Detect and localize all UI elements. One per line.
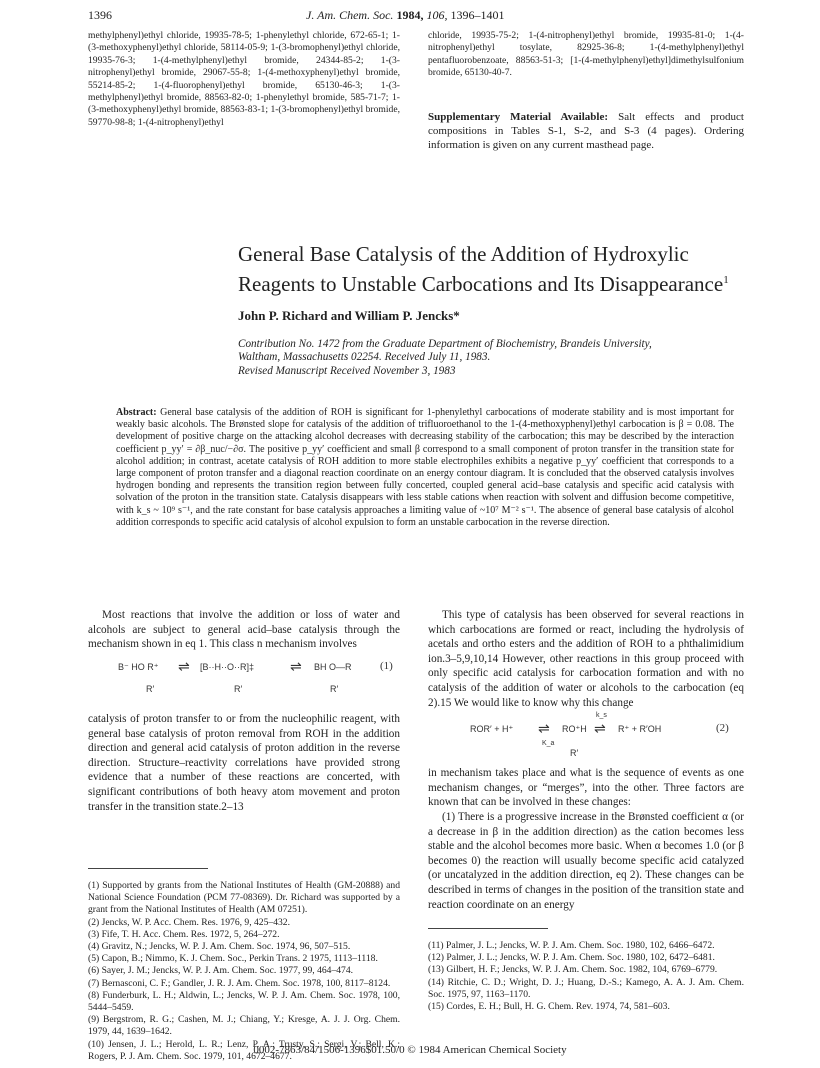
eq1-ts-sub: R′ bbox=[234, 684, 243, 694]
eq1-left: B⁻ HO R⁺ bbox=[118, 662, 159, 672]
eq2-mid-sub: R′ bbox=[570, 748, 579, 758]
eq2-right: R⁺ + R′OH bbox=[618, 724, 662, 734]
left-paragraph-1: Most reactions that involve the addition or loss of water and alcohols are subject to general acid–base catalysis through the mechanism shown in eq 1. This class n mechanism involves bbox=[88, 609, 400, 651]
title-line-1: General Base Catalysis of the Addition of Hydroxylic bbox=[238, 242, 689, 266]
journal-year: 1984, bbox=[396, 8, 424, 22]
eq2-k-top: k_s bbox=[596, 712, 607, 719]
footnote-6: (6) Sayer, J. M.; Jencks, W. P. J. Am. Chem. Soc. 1977, 99, 464–474. bbox=[88, 965, 354, 977]
left-paragraph-2: catalysis of proton transfer to or from the nucleophilic reagent, with general base catalysis of proton removal from ROH in the addition direction and general acid catalysis of proton addition in the reverse direction. Structure–reactivity correlations have provided strong evidence that a number of these reactions are concerted, with significant contributions of both heavy atom movement and proton transfer in the transition state.2–13 bbox=[88, 713, 400, 813]
eq2-arrow-1: ⇌ bbox=[538, 720, 550, 736]
affiliation-line-3: Revised Manuscript Received November 3, 1983 bbox=[238, 364, 456, 377]
title-footnote-marker: 1 bbox=[723, 274, 729, 286]
abstract-text: General base catalysis of the addition of ROH is significant for 1-phenylethyl carbocations of moderate stability and is most important for weakly basic alcohols. The Brønsted slope for catalysis of the addition of trifluoroethanol to the 1-(4-methoxyphenyl)ethyl carbocation is β = 0.08. The development of positive charge on the attacking alcohol decreases with decreasing stability of the carbocation; this may be described by the interaction coefficient p_yy′ = ∂β_nuc/−∂σ. The positive p_yy′ coefficient and small β correspond to a small component of proton transfer in the transition state for alcohol addition; in contrast, acetate catalysis of ROH addition to more stable electrophiles exhibits a negative p_yy′ coefficient that corresponds to a large component of proton transfer and a diagonal reaction coordinate on an energy contour diagram. It is concluded that the observed catalysis involves hydrogen bonding and represents the transition region between fully concerted, coupled general acid–base catalysis and specific acid catalysis with solvation of the proton in the transition state. Catalysis disappears with less stable cations when reaction with solvent and diffusion become competitive, with k_s ~ 10⁹ s⁻¹, and the rate constant for base catalysis approaches a limiting value of ~10⁷ M⁻² s⁻¹. The absence of general base catalysis of alcohol addition corresponds to specific acid catalysis of alcohol expulsion to form an unstable carbocation in the reverse direction. bbox=[116, 407, 734, 528]
equation-2 bbox=[470, 712, 744, 764]
abstract bbox=[116, 407, 734, 529]
footnote-9: (9) Bergstrom, R. G.; Cashen, M. J.; Chiang, Y.; Kresge, A. J. J. Org. Chem. 1979, 44, 1639–1642. bbox=[88, 1014, 400, 1038]
footnote-rule-right bbox=[428, 928, 548, 929]
equation-1 bbox=[118, 656, 400, 704]
authors: John P. Richard and William P. Jencks* bbox=[238, 308, 460, 323]
abstract-label: Abstract: bbox=[116, 407, 157, 418]
article-title bbox=[238, 241, 729, 297]
affiliation-line-2: Waltham, Massachusetts 02254. Received July 11, 1983. bbox=[238, 351, 491, 364]
registry-numbers-right: chloride, 19935-75-2; 1-(4-nitrophenyl)ethyl bromide, 19935-81-0; 1-(4-nitrophenyl)ethyl tosylate, 82925-36-8; 1-(4-methylphenyl)ethyl pentafluorobenzoate, 88563-51-3; [1-(4-methylphenyl)ethyl]dimethylsulfonium bromide, 65130-40-7. bbox=[428, 30, 744, 79]
journal-name: J. Am. Chem. Soc. bbox=[306, 8, 394, 22]
eq2-left: ROR′ + H⁺ bbox=[470, 724, 514, 734]
journal-volume: 106, bbox=[426, 8, 448, 22]
running-header bbox=[306, 8, 504, 23]
affiliation-line-1: Contribution No. 1472 from the Graduate Department of Biochemistry, Brandeis University, bbox=[238, 338, 652, 350]
eq2-k-bottom: K_a bbox=[542, 740, 555, 747]
eq2-arrow-2: ⇌ bbox=[594, 720, 606, 736]
right-paragraph-2: in mechanism takes place and what is the sequence of events as one mechanism changes, or “merges”, into the other. Three factors are known that can be involved in these changes: bbox=[428, 767, 744, 809]
footnote-3: (3) Fife, T. H. Acc. Chem. Res. 1972, 5, 264–272. bbox=[88, 928, 280, 940]
eq1-arrow-2: ⇌ bbox=[290, 658, 302, 674]
journal-pages: 1396–1401 bbox=[450, 8, 505, 22]
title-line-2-wrap bbox=[238, 267, 729, 297]
footnote-14: (14) Ritchie, C. D.; Wright, D. J.; Huang, D.-S.; Kamego, A. A. J. Am. Chem. Soc. 1975, 97, 1163–1170. bbox=[428, 976, 744, 1000]
right-paragraph-1: This type of catalysis has been observed for several reactions in which carbocations are formed or react, including the hydrolysis of acetals and ortho esters and the addition of ROH to a phthalimidium ion.3–5,9,10,14 However, other reactions in this group proceed with only specific acid catalysis for carbocation formation and with no catalysis of the addition of water or alcohols to the carbocation (eq 2).15 We would like to know why this change bbox=[428, 609, 744, 709]
footnote-13: (13) Gilbert, H. F.; Jencks, W. P. J. Am. Chem. Soc. 1982, 104, 6769–6779. bbox=[428, 964, 718, 976]
registry-numbers-left: methylphenyl)ethyl chloride, 19935-78-5; 1-phenylethyl chloride, 672-65-1; 1-(3-methoxyphenyl)ethyl chloride, 58114-05-9; 1-(3-bromophenyl)ethyl chloride, 19935-76-3; 1-(4-methylphenyl)ethyl bromide, 24344-85-2; 1-(3-nitrophenyl)ethyl bromide, 29067-55-8; 1-(4-methoxyphenyl)ethyl bromide, 55214-85-2; 1-(4-fluorophenyl)ethyl bromide, 65130-46-3; 1-(3-methylphenyl)ethyl bromide, 88563-82-0; 1-phenylethyl bromide, 585-71-7; 1-(3-methoxyphenyl)ethyl bromide, 88563-83-1; 1-(3-bromophenyl)ethyl bromide, 59770-98-8; 1-(4-nitrophenyl)ethyl bbox=[88, 30, 400, 128]
affiliation bbox=[238, 338, 718, 378]
eq1-right: BH O—R bbox=[314, 662, 352, 672]
copyright-footer: 0002-7863/84/1506-1396$01.50/0 © 1984 American Chemical Society bbox=[253, 1044, 567, 1056]
supplementary-material bbox=[428, 110, 744, 153]
footnotes-left bbox=[88, 880, 400, 1063]
footnote-1: (1) Supported by grants from the National Institutes of Health (GM-20888) and National Science Foundation (PCM 77-08369). Dr. Richard was supported by a grant from the National Institutes of Health (AM 07251). bbox=[88, 880, 400, 916]
eq1-right-sub: R′ bbox=[330, 684, 339, 694]
supplementary-text: Salt effects and product compositions in Tables S-1, S-2, and S-3 (4 pages). Ordering information is given on any current masthead page. bbox=[428, 111, 744, 152]
footnote-15: (15) Cordes, E. H.; Bull, H. G. Chem. Rev. 1974, 74, 581–603. bbox=[428, 1001, 670, 1013]
eq1-left-sub: R′ bbox=[146, 684, 155, 694]
footnote-7: (7) Bernasconi, C. F.; Gandler, J. R. J. Am. Chem. Soc. 1978, 100, 8117–8124. bbox=[88, 977, 391, 989]
footnote-11: (11) Palmer, J. L.; Jencks, W. P. J. Am. Chem. Soc. 1980, 102, 6466–6472. bbox=[428, 940, 715, 951]
eq2-mid: RO⁺H bbox=[562, 724, 587, 734]
page-number: 1396 bbox=[88, 8, 112, 22]
right-paragraph-3: (1) There is a progressive increase in the Brønsted coefficient α (or a decrease in β in the addition direction) as the cation becomes less stable and the alcohol becomes more basic. When α becomes 1.0 (or β becomes 0) the reaction will usually become specific acid catalyzed (or uncatalyzed in the addition direction, eq 2). These changes can be described in terms of changes in the position of the transition state and reaction coordinate on an energy bbox=[428, 811, 744, 911]
footnote-rule-left bbox=[88, 868, 208, 869]
eq1-arrow-1: ⇌ bbox=[178, 658, 190, 674]
title-line-2: Reagents to Unstable Carbocations and Its Disappearance bbox=[238, 272, 724, 296]
footnote-12: (12) Palmer, J. L.; Jencks, W. P. J. Am. Chem. Soc. 1980, 102, 6472–6481. bbox=[428, 952, 715, 964]
eq1-ts: [B··H··O··R]‡ bbox=[200, 662, 254, 672]
eq1-number: (1) bbox=[380, 660, 393, 672]
footnote-4: (4) Gravitz, N.; Jencks, W. P. J. Am. Chem. Soc. 1974, 96, 507–515. bbox=[88, 941, 351, 953]
footnotes-right bbox=[428, 940, 744, 1013]
footnote-10: (10) Jensen, J. L.; Herold, L. R.; Lenz, P. A.; Trusty, S.; Sergi, V.; Bell, K.; Rogers, P. J. Am. Chem. Soc. 1979, 101, 4672–4677. bbox=[88, 1038, 400, 1062]
supplementary-label: Supplementary Material Available: bbox=[428, 111, 609, 123]
footnote-2: (2) Jencks, W. P. Acc. Chem. Res. 1976, 9, 425–432. bbox=[88, 916, 290, 928]
footnote-8: (8) Funderburk, L. H.; Aldwin, L.; Jencks, W. P. J. Am. Chem. Soc. 1978, 100, 5444–5459. bbox=[88, 989, 400, 1014]
footnote-5: (5) Capon, B.; Nimmo, K. J. Chem. Soc., Perkin Trans. 2 1975, 1113–1118. bbox=[88, 953, 378, 965]
eq2-number: (2) bbox=[716, 722, 729, 734]
